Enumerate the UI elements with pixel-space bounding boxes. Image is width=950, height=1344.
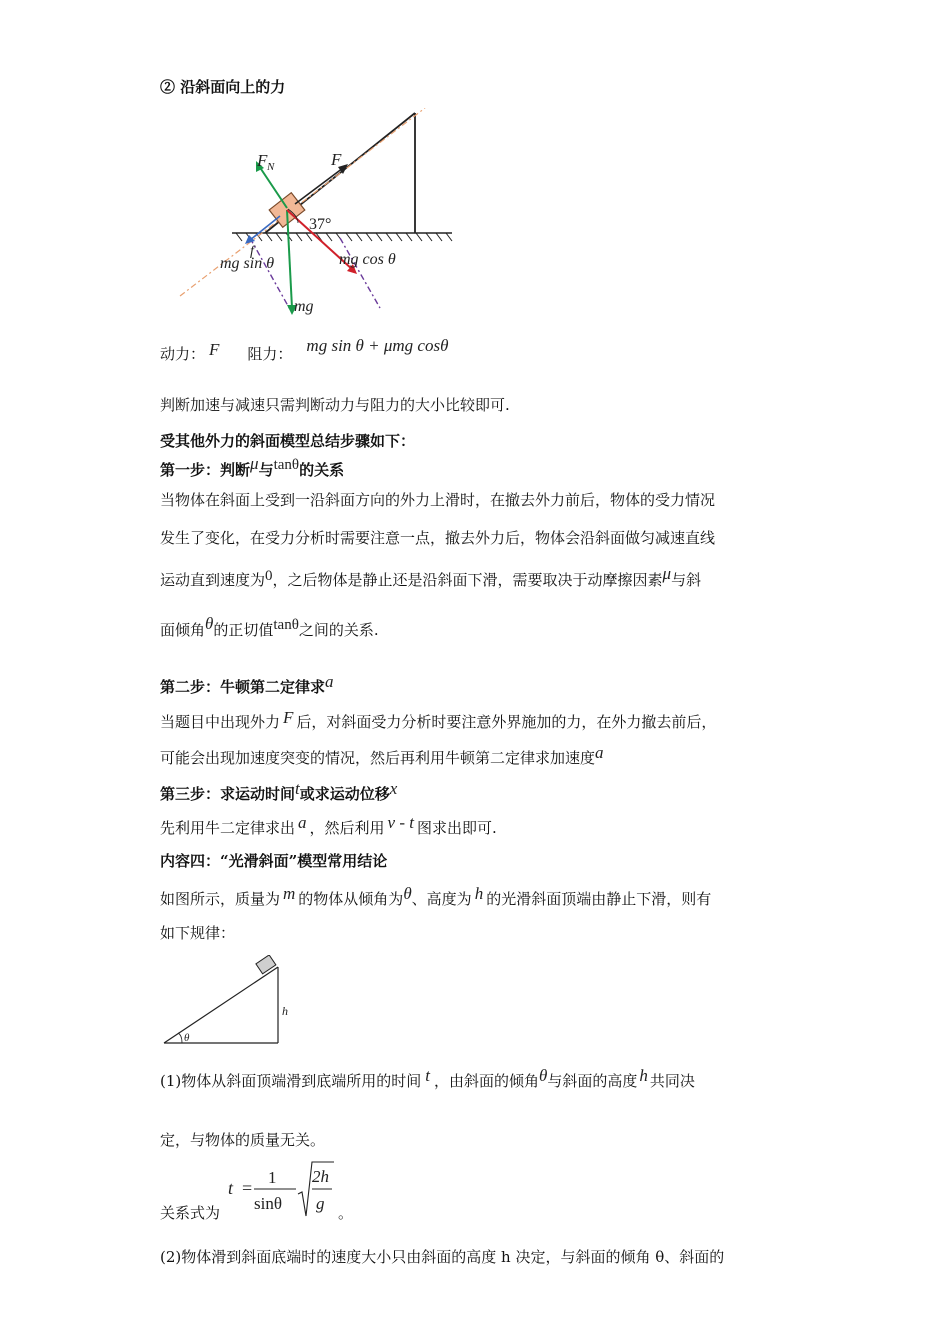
p2-a: a [595, 743, 604, 762]
p4-l1c: 、高度为 [411, 890, 472, 908]
p3-line [160, 813, 497, 837]
driving-label: 动力： [160, 345, 206, 363]
label-fn-sub: N [267, 161, 275, 173]
step3-b: 或求运动位移 [299, 785, 390, 803]
p1-l3b: ，之后物体是静止还是沿斜面下滑，需要取决于动摩擦因素 [272, 571, 663, 589]
incline-force-diagram [170, 108, 460, 323]
rule1-a: (1)物体从斜面顶端滑到底端所用的时间 [160, 1072, 422, 1090]
rule1-h: h [639, 1066, 648, 1085]
label-fn: F [257, 151, 268, 170]
p1-l3a: 运动直到速度为 [160, 571, 266, 589]
p1-line1: 当物体在斜面上受到一沿斜面方向的外力上滑时，在撤去外力前后，物体的受力情况 [160, 491, 716, 509]
formula-eq: = [242, 1178, 253, 1198]
rule2-line: (2)物体滑到斜面底端时的速度大小只由斜面的高度 h 决定，与斜面的倾角 θ、斜面的 [160, 1248, 725, 1266]
p1-l3c: 与斜 [671, 571, 702, 589]
label-mgsin: mg sin θ [220, 255, 275, 272]
p2-line1 [160, 708, 717, 731]
p4-theta: θ [403, 884, 412, 903]
p3-vt: v - t [387, 813, 414, 832]
formula-end: 。 [338, 1204, 354, 1222]
fig2-h: h [282, 1004, 288, 1018]
p1-tan: tanθ [273, 617, 299, 633]
formula-rden: g [316, 1194, 325, 1213]
section-title: ② 沿斜面向上的力 [160, 78, 286, 96]
summary-title: 受其他外力的斜面模型总结步骤如下： [160, 432, 416, 450]
p1-theta: θ [205, 614, 214, 633]
step1-mu: μ [250, 454, 259, 473]
rule1-c: 与斜面的高度 [547, 1072, 638, 1090]
rule1-line2: 定，与物体的质量无关。 [160, 1131, 326, 1149]
rule1-line1 [160, 1066, 695, 1090]
step1-b: 与 [258, 461, 274, 479]
rule1-d: 共同决 [649, 1072, 695, 1090]
step1-c: 的关系 [299, 461, 345, 479]
p3-a-symbol: a [298, 813, 307, 832]
p3-b: ，然后利用 [309, 819, 385, 837]
p1-l4c: 之间的关系. [298, 621, 379, 639]
step1-tan: tanθ [273, 457, 300, 473]
p1-l4b: 的正切值 [213, 621, 274, 639]
formula-rnum: 2h [312, 1167, 329, 1186]
p4-line1 [160, 884, 712, 908]
p2-line2 [160, 743, 604, 767]
resist-label: 阻力： [247, 345, 293, 363]
p4-line2: 如下规律： [160, 924, 236, 942]
p4-l1b: 的物体从倾角为 [298, 890, 404, 908]
rule1-theta: θ [539, 1066, 548, 1085]
step3-a: 第三步：求运动时间 [160, 785, 296, 803]
p3-c: 图求出即可. [416, 819, 497, 837]
p2-l2a: 可能会出现加速度突变的情况，然后再利用牛顿第二定律求加速度 [160, 749, 596, 767]
p2-l1a: 当题目中出现外力 [160, 713, 281, 731]
label-f: F [331, 150, 342, 169]
step3-heading [160, 779, 398, 803]
step2-heading [160, 672, 334, 696]
rule1-b: ，由斜面的倾角 [433, 1072, 539, 1090]
p1-line3 [160, 564, 702, 589]
label-mg: mg [294, 298, 314, 315]
p2-l1b: 后，对斜面受力分析时要注意外界施加的力，在外力撤去前后， [296, 713, 717, 731]
driving-symbol: F [209, 340, 220, 359]
p2-F: F [283, 708, 294, 727]
rule1-t: t [425, 1066, 430, 1085]
judge-text: 判断加速与减速只需判断动力与阻力的大小比较即可. [160, 396, 510, 414]
label-angle: 37° [309, 216, 332, 233]
p4-l1a: 如图所示，质量为 [160, 890, 281, 908]
step2-a: 第二步：牛顿第二定律求 [160, 678, 326, 696]
p4-l1d: 的光滑斜面顶端由静止下滑，则有 [486, 890, 712, 908]
p1-mu: μ [662, 564, 672, 583]
formula-den: sinθ [254, 1194, 282, 1213]
section4-title: 内容四：“光滑斜面”模型常用结论 [160, 852, 388, 870]
p1-line2: 发生了变化，在受力分析时需要注意一点，撤去外力后，物体会沿斜面做匀减速直线 [160, 529, 716, 547]
step1-a: 第一步：判断 [160, 461, 251, 479]
formula-label: 关系式为 [160, 1204, 221, 1222]
smooth-incline-diagram [160, 955, 300, 1047]
time-formula [226, 1158, 356, 1224]
step3-t: t [295, 779, 300, 798]
p4-h: h [474, 884, 484, 903]
step2-a-symbol: a [325, 672, 334, 691]
p4-m: m [283, 884, 296, 903]
p1-l4a: 面倾角 [160, 621, 206, 639]
fig2-theta: θ [184, 1032, 190, 1044]
p1-zero: 0 [265, 568, 273, 584]
forces-line [160, 336, 449, 363]
p1-line4 [160, 614, 379, 639]
label-mgcos: mg cos θ [339, 251, 396, 268]
formula-num: 1 [268, 1168, 277, 1187]
formula-t: t [228, 1178, 234, 1198]
label-f-small: f [250, 244, 254, 259]
resist-expression: mg sin θ + μmg cosθ [306, 336, 449, 355]
step1-heading [160, 454, 345, 479]
p3-a: 先利用牛二定律求出 [160, 819, 296, 837]
step3-x: x [389, 779, 398, 798]
